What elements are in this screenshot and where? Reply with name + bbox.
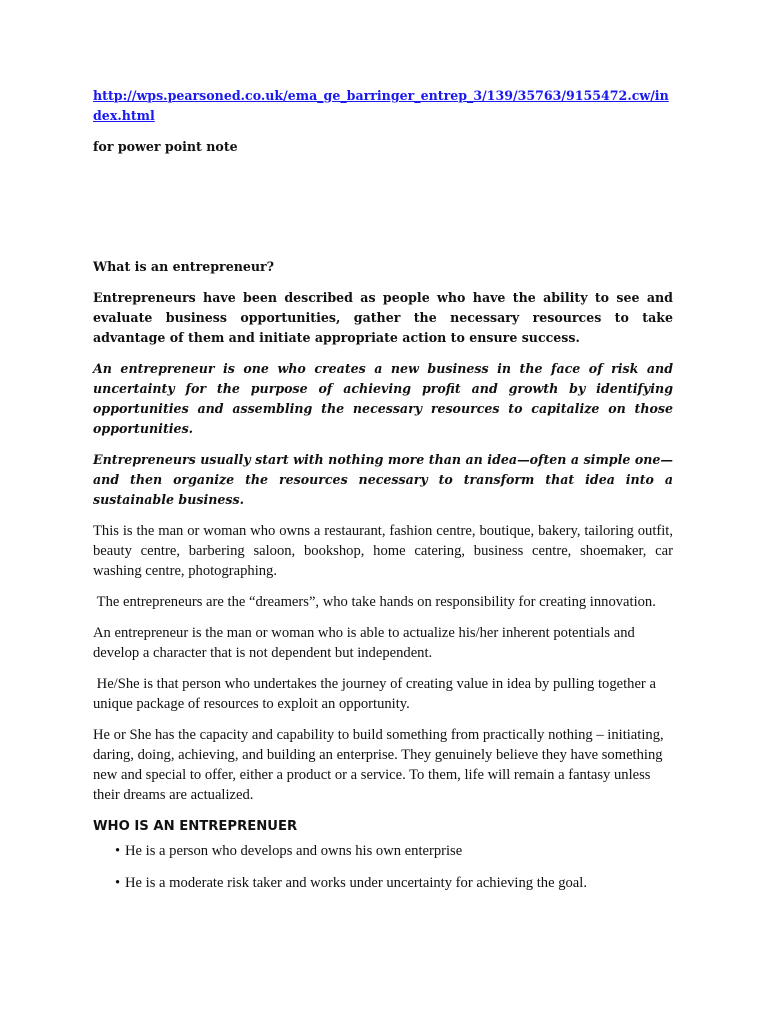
list-item	[115, 873, 673, 893]
paragraph-dreamers: The entrepreneurs are the “dreamers”, who take hands on responsibility for creating innovation.	[93, 594, 656, 610]
paragraph-journey: He/She is that person who undertakes the journey of creating value in idea by pulling together a unique package of resources to exploit an opportunity.	[93, 676, 660, 712]
document-page	[93, 86, 673, 905]
source-link[interactable]: http://wps.pearsoned.co.uk/ema_ge_barringer_entrep_3/139/35763/9155472.cw/index.html	[93, 88, 669, 123]
list-item	[115, 841, 673, 861]
list-item-text: He is a person who develops and owns his own enterprise	[125, 843, 463, 859]
definition-italic-2: Entrepreneurs usually start with nothing more than an idea—often a simple one—and then organize the resources necessary to transform that idea into a sustainable business.	[93, 452, 673, 507]
paragraph-capacity: He or She has the capacity and capability to build something from practically nothing – initiating, daring, doing, achieving, and building an enterprise. They genuinely believe they have something new and special to offer, either a product or a service. To them, life will remain a fantasy unless their dreams are actualized.	[93, 727, 664, 803]
paragraph-actualize: An entrepreneur is the man or woman who is able to actualize his/her inherent potentials and develop a character that is not dependent but independent.	[93, 625, 635, 661]
section-heading: WHO IS AN ENTREPRENUER	[93, 819, 298, 834]
bullet-icon: •	[115, 843, 121, 859]
bullet-icon: •	[115, 875, 121, 891]
link-note: for power point note	[93, 139, 238, 154]
bullet-list	[93, 841, 673, 893]
question-heading: What is an entrepreneur?	[93, 259, 275, 274]
definition-bold: Entrepreneurs have been described as people who have the ability to see and evaluate business opportunities, gather the necessary resources to take advantage of them and initiate appropriate action to ensure success.	[93, 290, 673, 345]
list-item-text: He is a moderate risk taker and works under uncertainty for achieving the goal.	[125, 875, 587, 891]
definition-italic-1: An entrepreneur is one who creates a new business in the face of risk and uncertainty for the purpose of achieving profit and growth by identifying opportunities and assembling the necessary resources to capitalize on those opportunities.	[93, 361, 673, 436]
paragraph-owners: This is the man or woman who owns a restaurant, fashion centre, boutique, bakery, tailoring outfit, beauty centre, barbering saloon, bookshop, home catering, business centre, shoemaker, car washing centre, photographing.	[93, 523, 673, 579]
